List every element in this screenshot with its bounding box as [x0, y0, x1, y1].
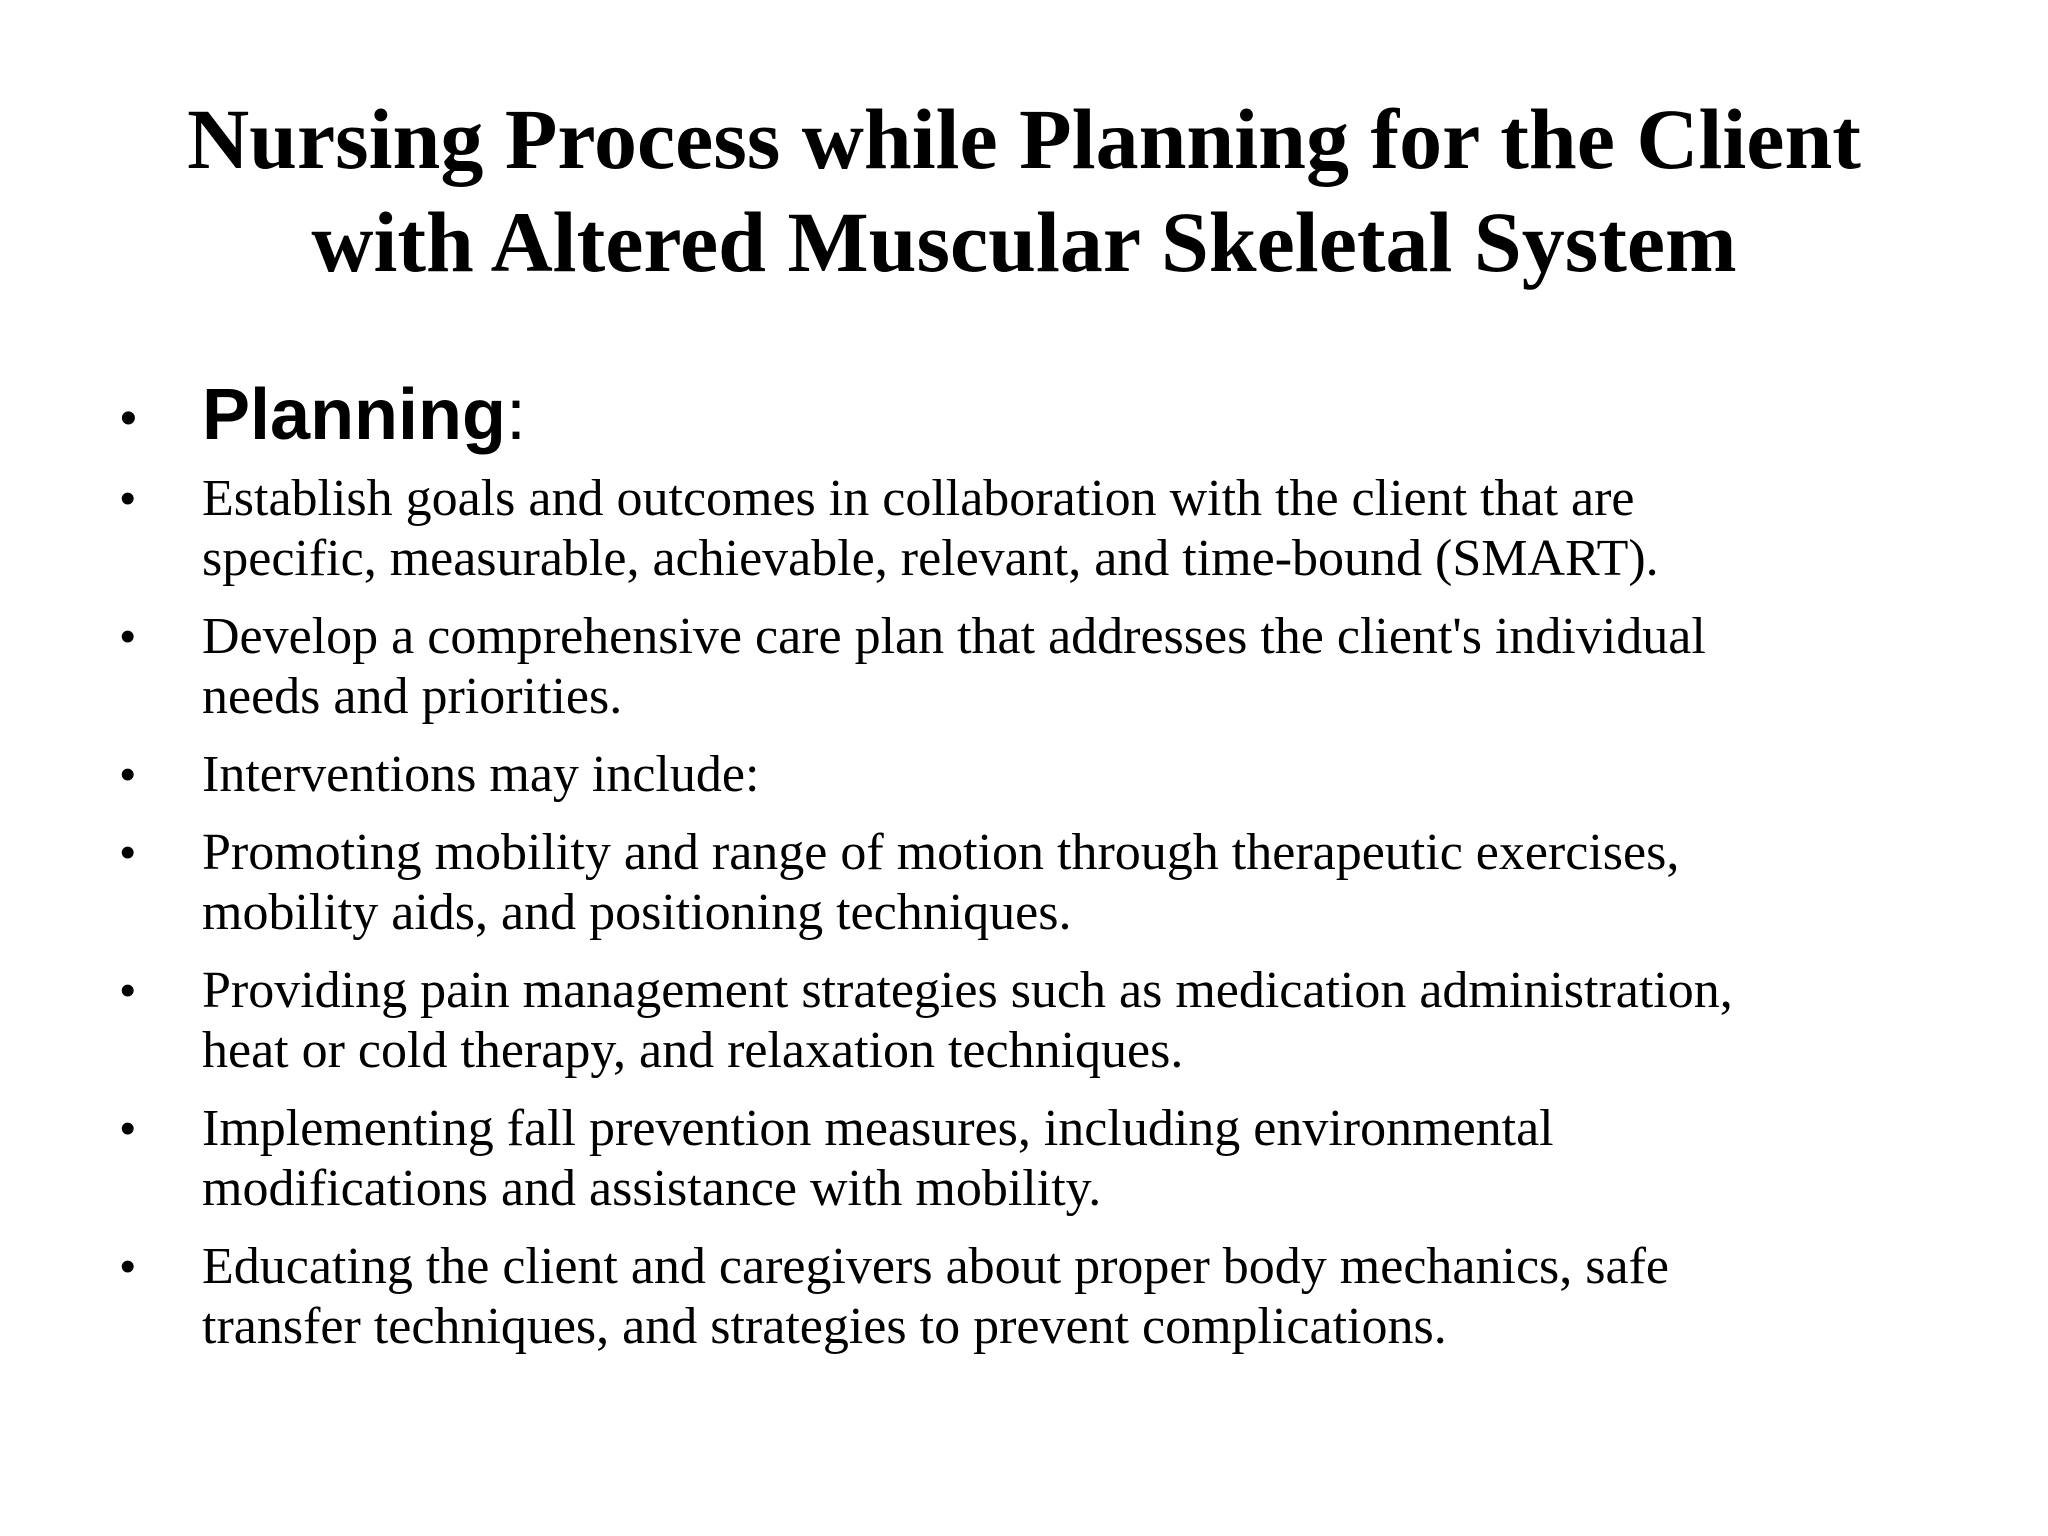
bullet-text-line: Educating the client and caregivers about proper body mechanics, safe — [202, 1238, 1669, 1295]
bullet-item-goals — [118, 469, 1918, 589]
bullet-text-line: mobility aids, and positioning techniques. — [202, 884, 1072, 941]
bullet-item-mobility — [118, 823, 1918, 943]
bullet-text-line: Interventions may include: — [202, 746, 760, 803]
bullet-icon: • — [120, 1104, 136, 1153]
bullet-item-pain-management — [118, 961, 1918, 1081]
bullet-icon: • — [120, 750, 136, 799]
bullet-text-line: Implementing fall prevention measures, including environmental — [202, 1100, 1554, 1157]
bullet-text-line: Develop a comprehensive care plan that addresses the client's individual — [202, 608, 1706, 665]
bullet-item-education — [118, 1237, 1918, 1357]
bullet-text-line: heat or cold therapy, and relaxation techniques. — [202, 1022, 1184, 1079]
bullet-list — [118, 365, 1918, 1375]
bullet-icon: • — [120, 392, 137, 445]
bullet-text-line: needs and priorities. — [202, 668, 623, 725]
bullet-icon: • — [120, 612, 136, 661]
bullet-text-line: Establish goals and outcomes in collaboration with the client that are — [202, 470, 1635, 527]
slide-title-line-2: with Altered Muscular Skeletal System — [311, 194, 1737, 290]
planning-heading — [118, 365, 1918, 465]
bullet-text-line: transfer techniques, and strategies to prevent complications. — [202, 1298, 1447, 1355]
bullet-item-care-plan — [118, 607, 1918, 727]
bullet-item-interventions — [118, 745, 1918, 805]
slide-title — [100, 88, 1948, 294]
bullet-item-fall-prevention — [118, 1099, 1918, 1219]
planning-heading-colon: : — [506, 375, 527, 455]
slide-title-line-1: Nursing Process while Planning for the Client — [187, 91, 1861, 187]
bullet-text-line: modifications and assistance with mobility. — [202, 1160, 1102, 1217]
bullet-text-line: Providing pain management strategies such as medication administration, — [202, 962, 1733, 1019]
bullet-icon: • — [120, 1242, 136, 1291]
bullet-text-line: Promoting mobility and range of motion through therapeutic exercises, — [202, 824, 1680, 881]
bullet-icon: • — [120, 474, 136, 523]
bullet-text-line: specific, measurable, achievable, relevant, and time-bound (SMART). — [202, 530, 1659, 587]
bullet-icon: • — [120, 966, 136, 1015]
bullet-icon: • — [120, 828, 136, 877]
planning-heading-label: Planning — [202, 375, 506, 455]
